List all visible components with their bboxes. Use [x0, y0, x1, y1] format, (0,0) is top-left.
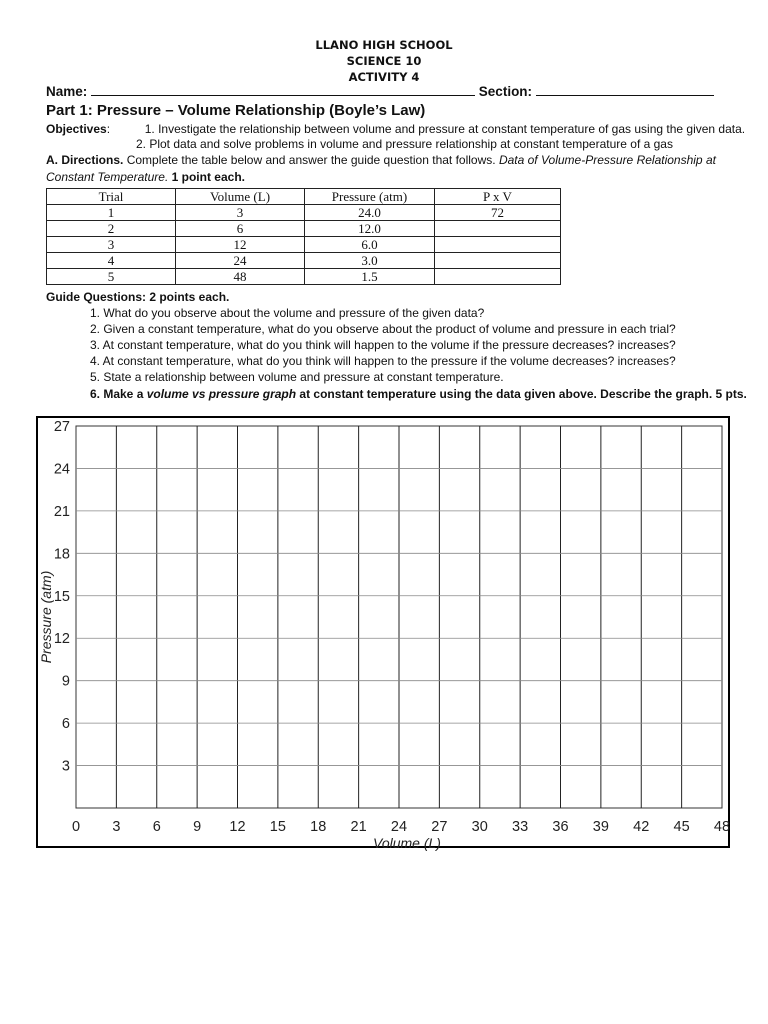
name-label: Name:: [46, 84, 88, 99]
x-tick-label: 42: [633, 819, 650, 835]
school-name: LLANO HIGH SCHOOL: [315, 38, 453, 52]
x-tick-label: 18: [310, 819, 327, 835]
x-tick-label: 15: [269, 819, 286, 835]
x-tick-label: 33: [512, 819, 529, 835]
table-cell: 1: [47, 205, 176, 221]
table-cell[interactable]: 72: [435, 205, 561, 221]
table-cell: 3: [176, 205, 305, 221]
table-cell: 24: [176, 253, 305, 269]
guide-question-6: 6. Make a volume vs pressure graph at constant temperature using the data given above. Describe the graph. 5 pts.: [90, 387, 747, 401]
table-cell: 2: [47, 221, 176, 237]
table-cell: 3.0: [305, 253, 435, 269]
y-tick-label: 6: [61, 716, 70, 733]
guide-questions-title: Guide Questions: 2 points each.: [46, 290, 230, 304]
col-header: P x V: [435, 189, 561, 205]
objective-1-line: Objectives: 1. Investigate the relationship between volume and pressure at constant temperature of gas using the given data.: [46, 122, 746, 136]
x-tick-label: 12: [229, 819, 246, 835]
directions-italic-2: Constant Temperature.: [46, 170, 169, 184]
x-tick-label: 48: [713, 819, 731, 835]
directions-label: A. Directions.: [46, 153, 124, 167]
x-tick-label: 30: [471, 819, 488, 835]
activity-title: ACTIVITY 4: [348, 70, 420, 84]
x-tick-label: 6: [152, 819, 161, 835]
y-tick-label: 12: [53, 631, 70, 648]
x-tick-label: 24: [390, 819, 408, 835]
part-title: Part 1: Pressure – Volume Relationship (Boyle’s Law): [46, 102, 426, 119]
guide-question: 4. At constant temperature, what do you think will happen to the pressure if the volume decreases? increases?: [90, 354, 676, 368]
y-axis-label: Pressure (atm): [38, 570, 54, 664]
y-tick-label: 15: [53, 588, 70, 605]
table-cell: 6.0: [305, 237, 435, 253]
table-cell: 12: [176, 237, 305, 253]
guide-question: 5. State a relationship between volume and pressure at constant temperature.: [90, 370, 504, 384]
table-cell: 4: [47, 253, 176, 269]
objectives-label: Objectives: [46, 122, 107, 136]
table-cell: 48: [176, 269, 305, 285]
y-tick-label: 18: [53, 546, 70, 563]
directions-points: 1 point each.: [171, 170, 245, 184]
table-cell: 3: [47, 237, 176, 253]
y-tick-label: 9: [61, 673, 70, 690]
x-tick-label: 39: [592, 819, 609, 835]
section-label: Section:: [478, 84, 533, 99]
directions-text: Complete the table below and answer the guide question that follows.: [126, 153, 496, 167]
objective-item: 2. Plot data and solve problems in volume and pressure relationship at constant temperature of a gas: [136, 137, 673, 151]
y-tick-label: 3: [61, 758, 70, 775]
y-tick-label: 27: [53, 419, 70, 435]
x-tick-label: 45: [673, 819, 690, 835]
guide-question: 1. What do you observe about the volume and pressure of the given data?: [90, 306, 485, 320]
table-cell: 1.5: [305, 269, 435, 285]
table-cell: 5: [47, 269, 176, 285]
x-tick-label: 36: [552, 819, 569, 835]
col-header: Trial: [47, 189, 176, 205]
guide-question: 2. Given a constant temperature, what do you observe about the product of volume and pressure in each trial?: [90, 322, 676, 336]
subject-name: SCIENCE 10: [346, 54, 422, 68]
guide-question: 3. At constant temperature, what do you think will happen to the volume if the pressure decreases? increases?: [90, 338, 676, 352]
col-header: Pressure (atm): [305, 189, 435, 205]
objective-item: 1. Investigate the relationship between volume and pressure at constant temperature of gas using the given data.: [144, 122, 746, 136]
x-tick-label: 3: [112, 819, 121, 835]
y-tick-label: 21: [53, 503, 70, 520]
table-cell: 6: [176, 221, 305, 237]
x-tick-label: 9: [193, 819, 202, 835]
x-tick-label: 0: [71, 819, 81, 835]
table-cell: 24.0: [305, 205, 435, 221]
col-header: Volume (L): [176, 189, 305, 205]
directions-italic: Data of Volume-Pressure Relationship at: [498, 153, 716, 167]
x-tick-label: 21: [350, 819, 367, 835]
x-tick-label: 27: [431, 819, 448, 835]
x-axis-label: Volume (L): [373, 835, 441, 851]
table-cell: 12.0: [305, 221, 435, 237]
y-tick-label: 24: [53, 461, 70, 478]
